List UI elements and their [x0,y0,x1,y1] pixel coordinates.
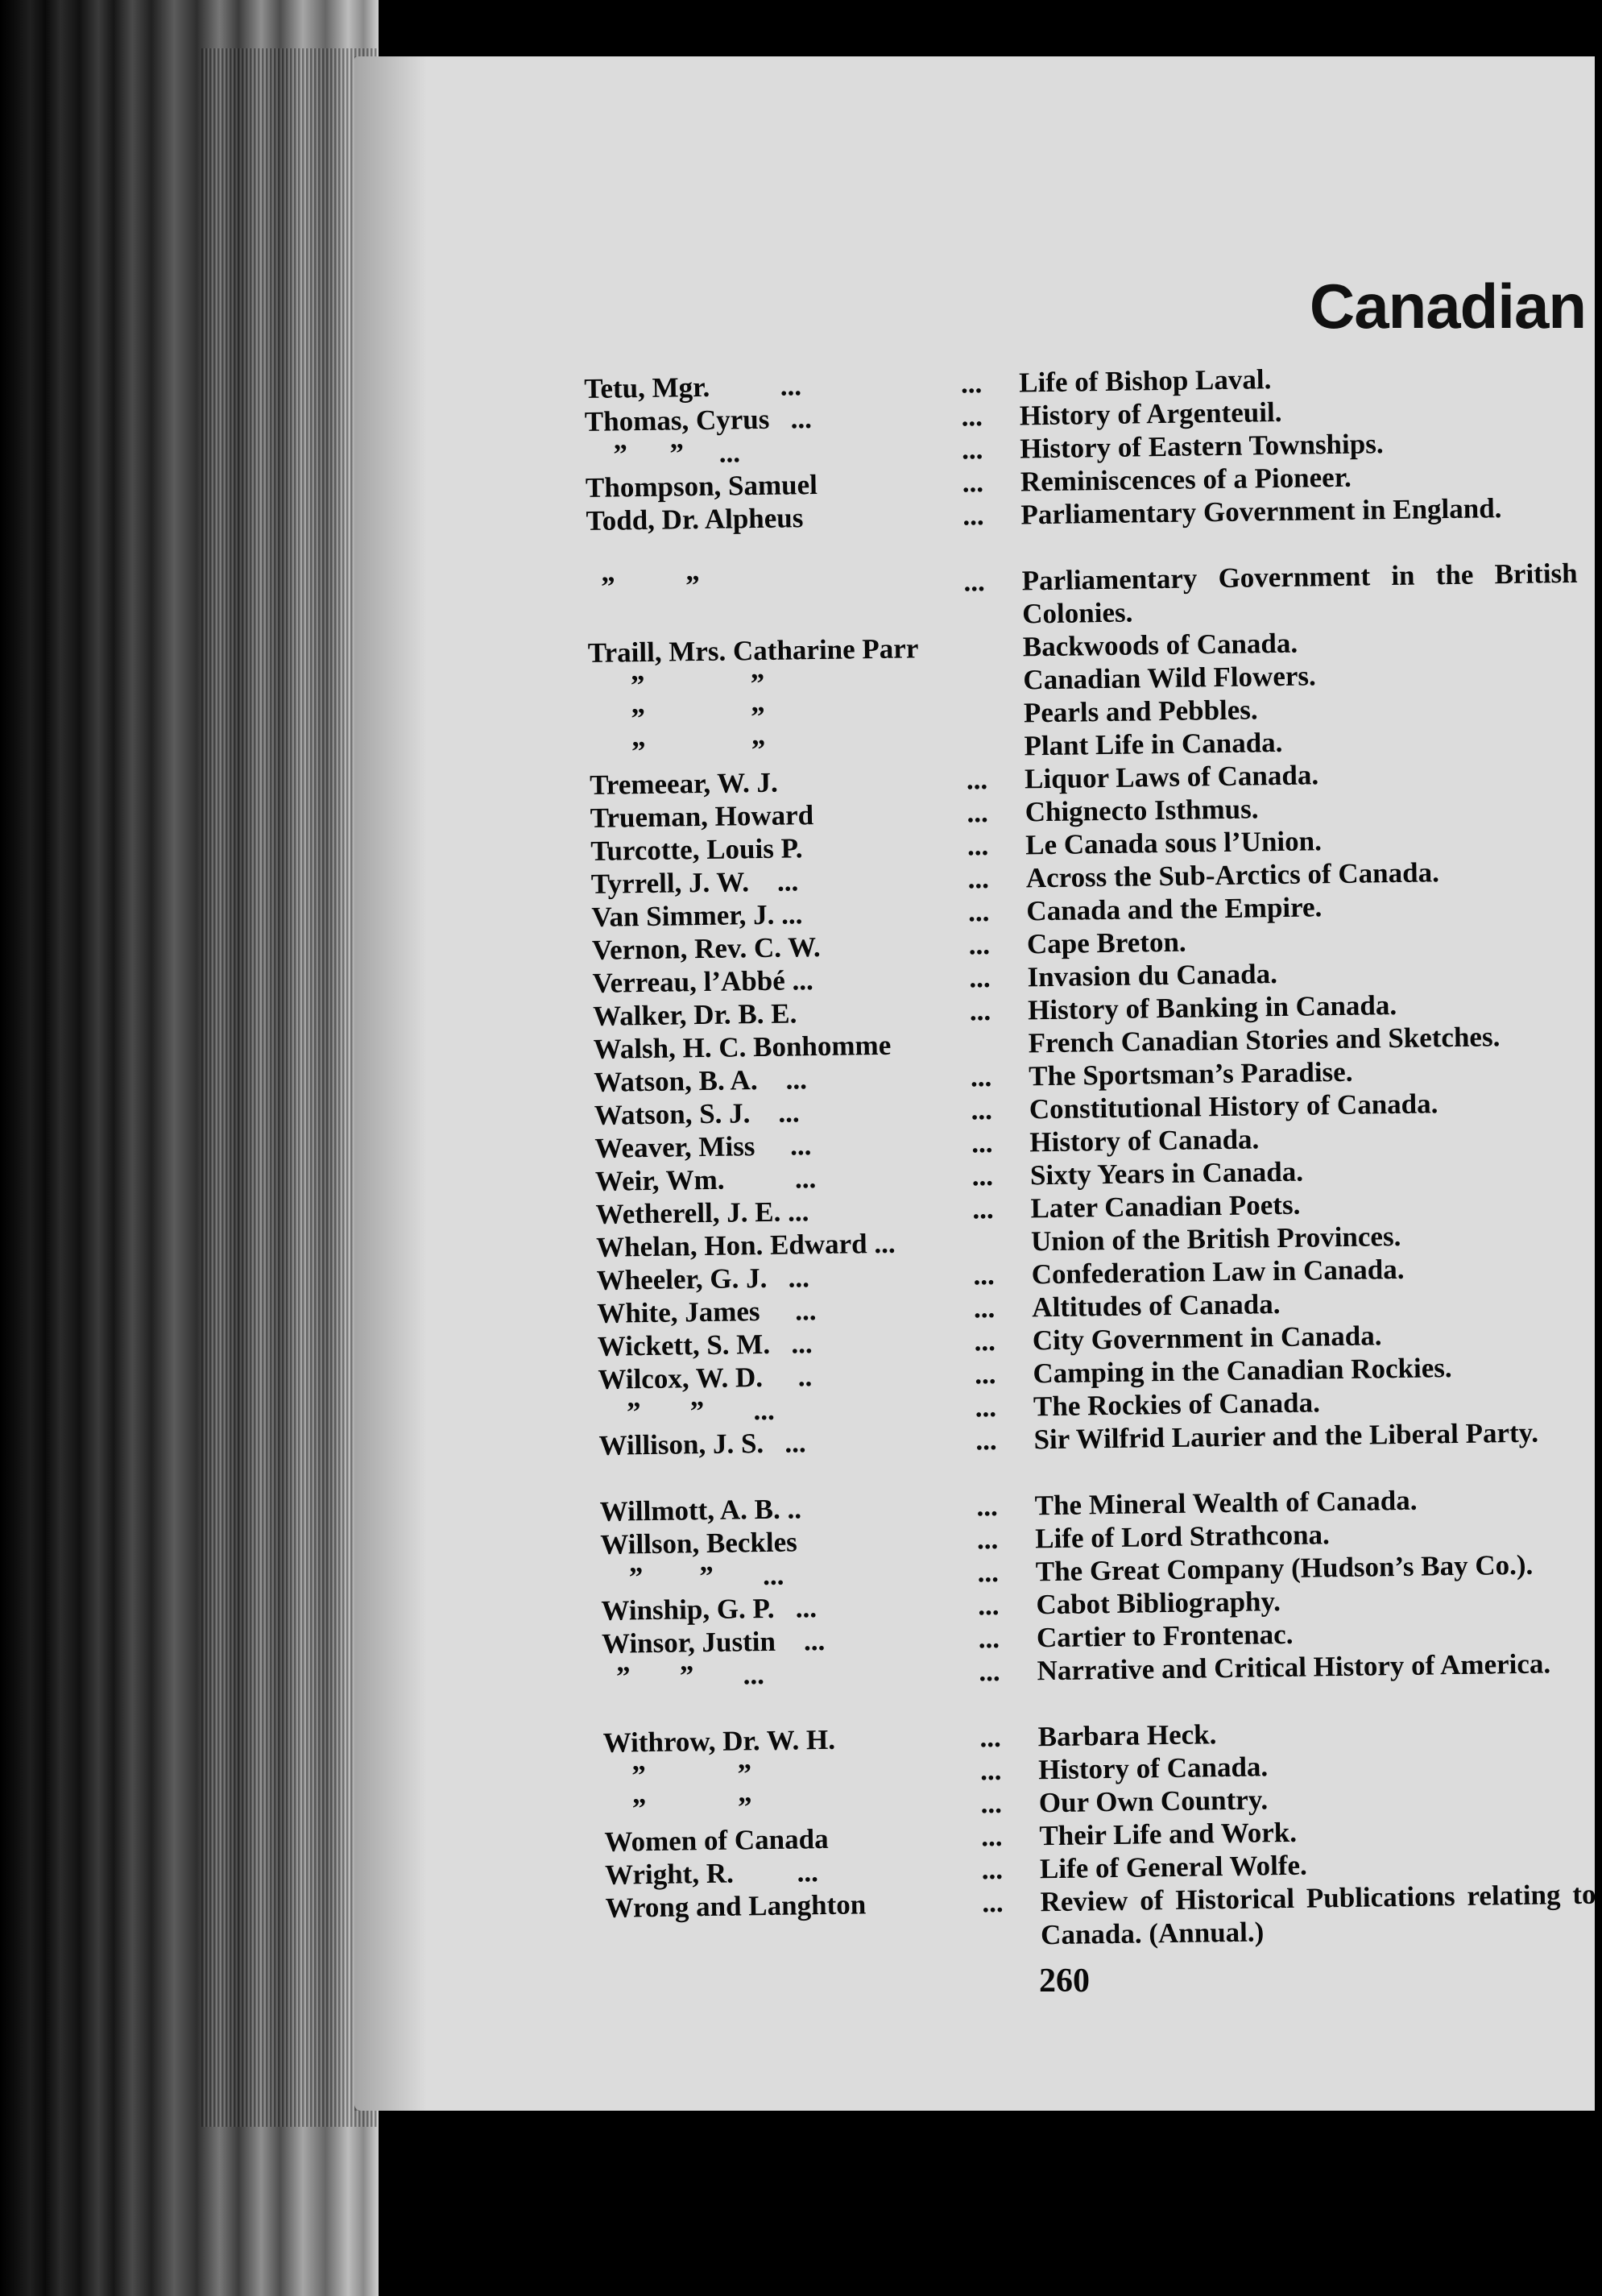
entry-leader-dots [958,697,987,698]
entry-leader-dots: ... [967,797,988,829]
entry-title: Review of Historical Publications relating to Canada. (Annual.) [1040,1878,1596,1951]
entry-title: Liquor Laws of Canada. [1024,759,1319,795]
entry-title: History of Canada. [1029,1123,1260,1158]
entry-leader-dots [957,631,986,632]
entry-author: Wheeler, G. J. ... [596,1262,810,1296]
entry-leader-dots: ... [979,1721,1001,1754]
entry-title: Plant Life in Canada. [1024,726,1283,762]
entry-author: ” ” [603,1791,752,1825]
entry-title: The Rockies of Canada. [1033,1386,1321,1423]
entry-author: Thomas, Cyrus ... [584,403,813,437]
entry-leader-dots: ... [969,962,991,994]
entry-title: The Great Company (Hudson’s Bay Co.). [1035,1548,1534,1588]
entry-leader-dots: ... [975,1390,997,1424]
entry-author: ” ” [588,700,766,735]
entry-author: ” ” ... [585,437,741,470]
bibliography-entry [605,1878,1602,1958]
entry-author: ” ” [588,667,765,702]
entry-author: Watson, S. J. ... [594,1096,800,1131]
entry-author: Wickett, S. M. ... [597,1328,813,1362]
entry-leader-dots: ... [967,830,989,862]
entry-leader-dots: ... [962,466,984,499]
entry-author: Women of Canada [604,1822,829,1858]
entry-title: Life of Lord Strathcona. [1034,1519,1331,1555]
entry-author: ” ” ... [602,1659,765,1693]
entry-leader-dots: ... [980,1820,1003,1853]
entry-author: Wilcox, W. D. .. [598,1361,813,1395]
entry-leader-dots: ... [963,566,985,598]
entry-leader-dots: ... [972,1193,994,1225]
entry-title: Chignecto Isthmus. [1025,793,1259,828]
entry-title: History of Argenteuil. [1019,396,1282,432]
entry-author: Walker, Dr. B. E. [592,997,797,1032]
page-edge-texture [201,48,379,2127]
entry-leader-dots: ... [966,764,988,796]
entry-title: Life of General Wolfe. [1039,1849,1308,1885]
entry-title: Sir Wilfrid Laurier and the Liberal Party. [1033,1416,1539,1456]
entry-author: White, James ... [597,1295,817,1329]
entry-author: Willmott, A. B. .. [599,1493,802,1527]
entry-author: ” ” ... [598,1394,776,1428]
entry-title: Life of Bishop Laval. [1018,363,1272,399]
entry-title: Parliamentary Government in the British Colonies. [1021,557,1578,630]
entry-leader-dots: ... [967,863,990,895]
entry-leader-dots [958,730,987,731]
entry-author: Thompson, Samuel [585,468,818,504]
entry-title: Barbara Heck. [1037,1718,1217,1753]
entry-title: The Mineral Wealth of Canada. [1034,1484,1418,1522]
entry-author: Whelan, Hon. Edward ... [595,1227,896,1263]
running-header: Canadian [1309,271,1586,342]
entry-leader-dots: ... [975,1424,997,1457]
entry-title: History of Canada. [1038,1751,1269,1786]
entry-leader-dots: ... [977,1589,1000,1622]
entry-title: Invasion du Canada. [1027,958,1278,993]
entry-leader-dots: ... [974,1324,996,1357]
entry-author: ” ” [586,570,700,603]
entry-leader-dots: ... [971,1127,993,1159]
entry-leader-dots: ... [981,1853,1004,1886]
entry-author: Weir, Wm. ... [594,1163,817,1197]
entry-leader-dots [962,1027,991,1028]
entry-leader-dots: ... [978,1622,1000,1655]
entry-leader-dots: ... [971,1160,994,1192]
entry-author: Tetu, Mgr. ... [584,370,802,404]
entry-author: Walsh, H. C. Bonhomme [593,1029,892,1065]
entry-author: Trueman, Howard [590,799,814,834]
entry-author: Winship, G. P. ... [601,1592,818,1627]
entry-author: Willson, Beckles [600,1526,797,1560]
entry-title: City Government in Canada. [1032,1320,1382,1357]
entry-leader-dots: ... [967,896,990,928]
entry-leader-dots: ... [976,1490,998,1523]
entry-title: Canada and the Empire. [1026,891,1323,927]
entry-title: Cabot Bibliography. [1036,1585,1281,1621]
entry-leader-dots: ... [976,1523,999,1556]
entry-title: Constitutional History of Canada. [1029,1088,1438,1125]
entry-author: ” ” [603,1758,752,1792]
entry-author: Wetherell, J. E. ... [595,1196,809,1230]
entry-title: The Sportsman’s Paradise. [1028,1055,1353,1092]
entry-title: History of Eastern Townships. [1020,428,1384,465]
gutter-shadow [354,56,427,2111]
entry-leader-dots [957,664,986,665]
entry-title: Camping in the Canadian Rockies. [1033,1352,1452,1390]
entry-leader-dots: ... [961,433,983,466]
entry-leader-dots: ... [979,1754,1002,1787]
entry-title: Cape Breton. [1026,926,1186,960]
entry-title: Their Life and Work. [1039,1816,1298,1852]
page-number: 260 [1039,1962,1090,2000]
entry-title: Reminiscences of a Pioneer. [1020,461,1352,498]
entry-title: Confederation Law in Canada. [1031,1253,1405,1291]
entry-title: Across the Sub-Arctics of Canada. [1025,856,1440,894]
entry-leader-dots: ... [969,995,991,1027]
entry-title: History of Banking in Canada. [1027,988,1397,1026]
entry-author: Wright, R. ... [604,1856,819,1891]
entry-title: Sixty Years in Canada. [1029,1155,1304,1192]
entry-title: Canadian Wild Flowers. [1023,660,1316,696]
entry-leader-dots: ... [960,367,983,400]
entry-author: ” ” [589,733,766,768]
entry-leader-dots: ... [968,929,991,961]
entry-title: Altitudes of Canada. [1031,1288,1281,1324]
entry-leader-dots: ... [970,1061,992,1093]
entry-title: French Canadian Stories and Sketches. [1028,1021,1501,1059]
entry-author: Withrow, Dr. W. H. [602,1723,836,1759]
entry-title: Later Canadian Poets. [1030,1188,1301,1225]
entry-author: Todd, Dr. Alpheus [586,502,804,537]
entry-title: Parliamentary Government in England. [1020,492,1502,531]
entry-leader-dots: ... [973,1258,995,1291]
entry-author: ” ” ... [600,1559,784,1594]
entry-leader-dots: ... [962,499,984,532]
entry-leader-dots: ... [961,400,983,433]
entry-title: Union of the British Provinces. [1030,1220,1401,1258]
entry-author: Wrong and Langhton [605,1888,867,1924]
entry-leader-dots: ... [977,1556,1000,1589]
entry-author: Willison, J. S. ... [598,1427,806,1461]
entry-author: Van Simmer, J. ... [591,898,803,933]
entry-author: Winsor, Justin ... [601,1624,826,1660]
bibliography-list [584,358,1602,1958]
entry-leader-dots: ... [974,1357,996,1390]
entry-title: Our Own Country. [1038,1784,1269,1819]
entry-author: Vernon, Rev. C. W. [591,930,821,966]
entry-title: Backwoods of Canada. [1022,627,1298,663]
entry-author: Tremeear, W. J. [589,766,779,801]
entry-title: Le Canada sous l’Union. [1025,825,1323,861]
entry-author: Traill, Mrs. Catharine Parr [587,632,919,669]
entry-leader-dots: ... [971,1094,993,1126]
entry-author: Verreau, l’Abbé ... [592,964,813,999]
entry-author: Turcotte, Louis P. [590,832,803,867]
entry-leader-dots: ... [979,1655,1000,1688]
entry-author: Weaver, Miss ... [594,1129,812,1164]
entry-title: Pearls and Pebbles. [1023,694,1258,729]
entry-leader-dots [965,1225,994,1226]
entry-author: Watson, B. A. ... [594,1063,808,1098]
entry-leader-dots: ... [980,1787,1003,1820]
entry-leader-dots: ... [982,1886,1004,1919]
entry-title: Cartier to Frontenac. [1036,1618,1294,1654]
entry-author: Tyrrell, J. W. ... [590,865,799,900]
entry-title: Narrative and Critical History of America. [1037,1647,1551,1687]
entry-leader-dots: ... [973,1291,996,1324]
